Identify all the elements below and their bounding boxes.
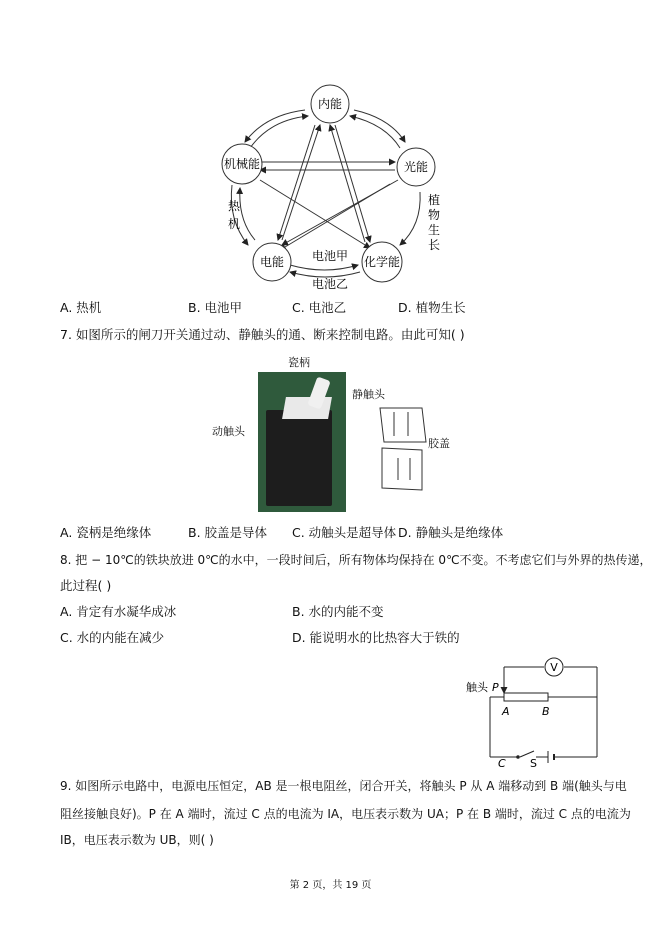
q7-option-a[interactable]: A. 瓷柄是绝缘体 <box>60 525 152 540</box>
switch-cover-top <box>282 397 332 419</box>
rubber-cover-sketch <box>370 398 430 498</box>
energy-conversion-diagram <box>210 80 450 295</box>
label-moving-contact: 动触头 <box>212 425 245 438</box>
q9-line2: 阻丝接触良好)。P 在 A 端时，流过 C 点的电流为 IA，电压表示数为 UA；P 在 B 端时，流过 C 点的电流为 <box>60 807 631 821</box>
q7-option-b[interactable]: B. 胶盖是导体 <box>188 525 268 540</box>
q9-line3: IB，电压表示数为 UB，则( ) <box>60 833 214 847</box>
label-plant-3: 生 <box>428 223 441 237</box>
q7-stem: 7. 如图所示的闸刀开关通过动、静触头的通、断来控制电路。由此可知( ) <box>60 327 465 342</box>
q8-option-a[interactable]: A. 肯定有水凝华成冰 <box>60 604 177 619</box>
svg-text:光能: 光能 <box>403 160 429 174</box>
q6-option-b[interactable]: B. 电池甲 <box>188 300 243 315</box>
q7-option-c[interactable]: C. 动触头是超导体 <box>292 525 397 540</box>
q6-option-a[interactable]: A. 热机 <box>60 300 102 315</box>
q6-option-d[interactable]: D. 植物生长 <box>398 300 466 315</box>
label-static-contact: 静触头 <box>352 388 385 401</box>
svg-text:电能: 电能 <box>259 255 285 269</box>
page-footer: 第 2 页，共 19 页 <box>289 880 372 891</box>
s-label: S <box>530 757 537 767</box>
q7-option-d[interactable]: D. 静触头是绝缘体 <box>398 525 504 540</box>
label-plant-4: 长 <box>428 238 441 252</box>
q8-stem-line2: 此过程( ) <box>60 578 112 593</box>
node-electric-energy <box>253 243 291 281</box>
svg-text:机械能: 机械能 <box>223 157 261 171</box>
q8-option-c[interactable]: C. 水的内能在减少 <box>60 630 165 645</box>
c-label: C <box>498 757 506 767</box>
label-battery-a: 电池甲 <box>312 249 349 263</box>
circuit-diagram <box>462 655 607 767</box>
p-label: P <box>492 681 499 694</box>
b-label: B <box>542 705 550 718</box>
q9-line1: 9. 如图所示电路中，电源电压恒定，AB 是一根电阻丝，闭合开关，将触头 P 从 A 端移动到 B 端(触头与电 <box>60 779 627 793</box>
node-internal-energy <box>311 85 349 123</box>
label-plant-1: 植 <box>428 193 441 207</box>
label-rubber-cover: 胶盖 <box>428 437 450 450</box>
svg-text:化学能: 化学能 <box>363 255 401 269</box>
q8-option-d[interactable]: D. 能说明水的比热容大于铁的 <box>292 630 460 645</box>
node-mechanical-energy <box>222 144 262 184</box>
label-porcelain-handle: 瓷柄 <box>288 356 310 369</box>
q6-option-c[interactable]: C. 电池乙 <box>292 300 347 315</box>
label-heat-engine-2: 机 <box>228 217 241 231</box>
q8-option-b[interactable]: B. 水的内能不变 <box>292 604 384 619</box>
contact-label: 触头 <box>466 681 488 694</box>
label-battery-b: 电池乙 <box>312 277 349 291</box>
q8-stem-line1: 8. 把 − 10℃的铁块放进 0℃的水中，一段时间后，所有物体均保持在 0℃不变。不考虑它们与外界的热传递， <box>60 553 652 567</box>
svg-text:内能: 内能 <box>317 97 343 111</box>
node-light-energy <box>397 148 435 186</box>
node-chemical-energy <box>362 242 402 282</box>
voltmeter-label: V <box>550 661 558 674</box>
label-plant-2: 物 <box>428 208 441 222</box>
label-heat-engine-1: 热 <box>228 199 241 213</box>
switch-base <box>266 410 332 506</box>
a-label: A <box>502 705 510 718</box>
